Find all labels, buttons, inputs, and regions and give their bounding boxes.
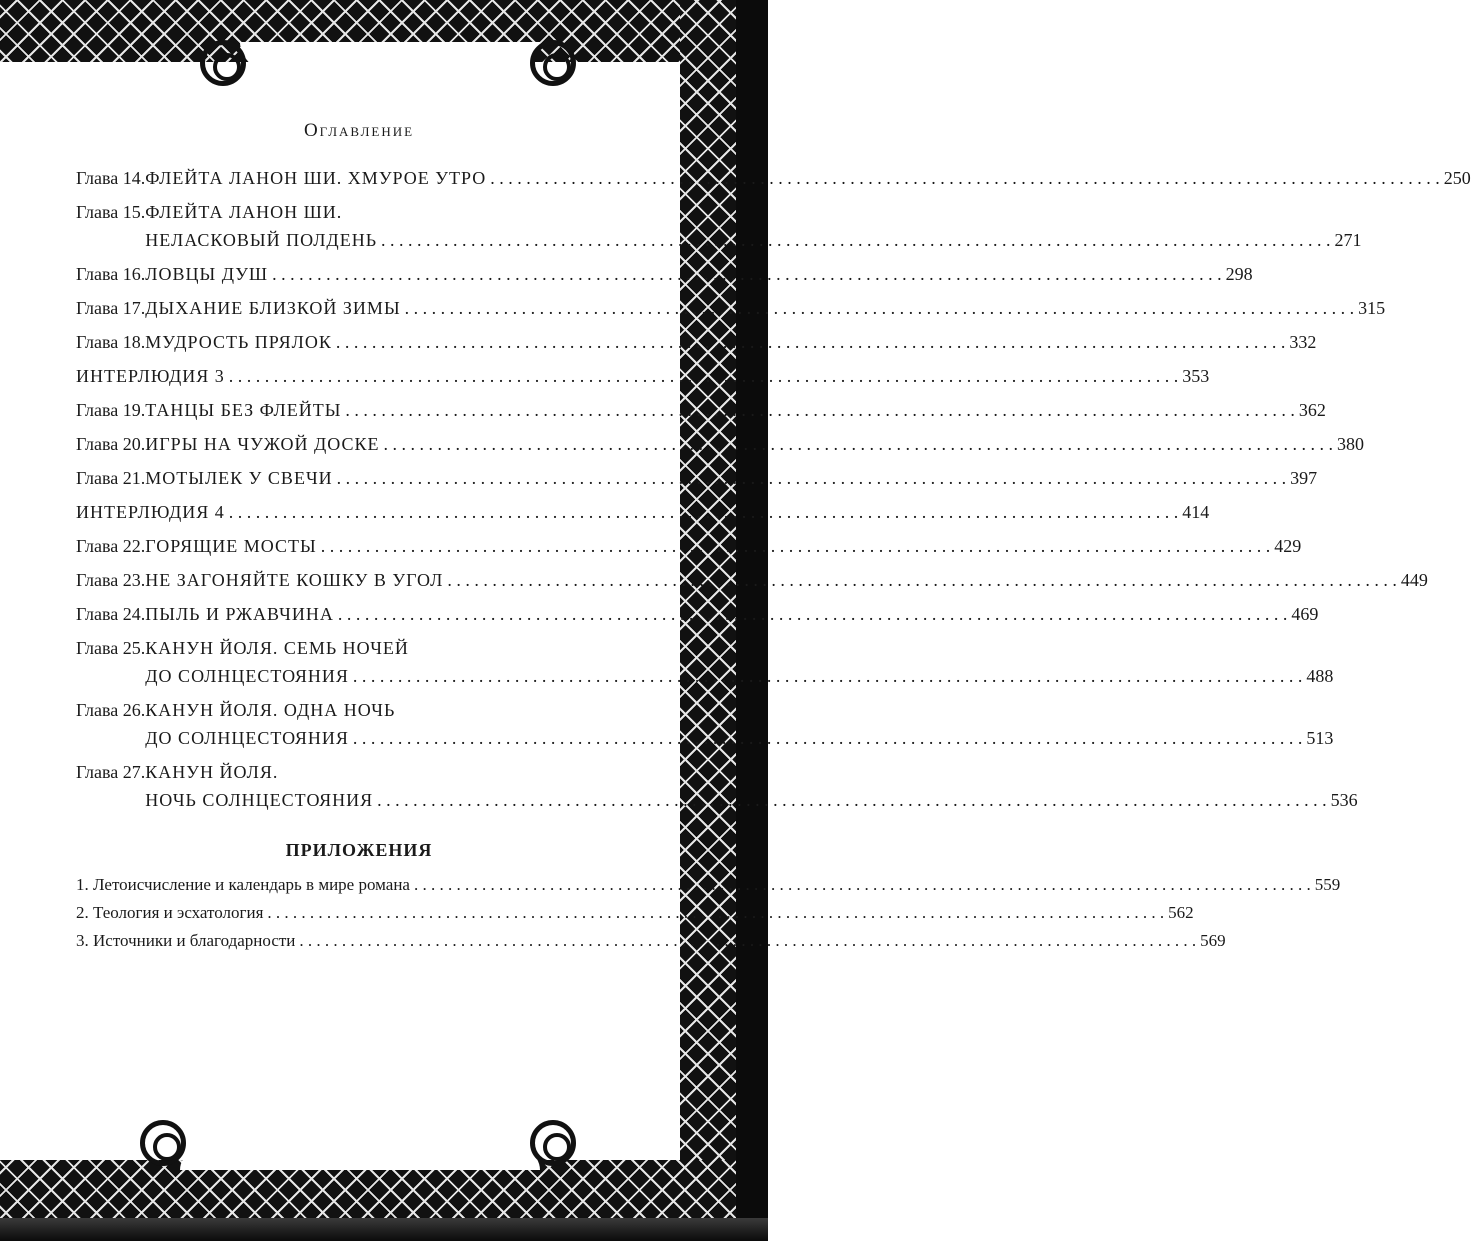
page-number: 271	[1334, 230, 1362, 250]
toc-entry[interactable]	[76, 696, 1334, 752]
page-number: 536	[1330, 790, 1358, 810]
appendix-title: 2. Теология и эсхатология	[76, 903, 264, 922]
chapter-number: Глава 24.	[76, 604, 146, 624]
page-number: 429	[1274, 536, 1302, 556]
chapter-title: ПЫЛЬ И РЖАВЧИНА	[145, 604, 334, 624]
page-number: 298	[1225, 264, 1253, 284]
chapter-title: ИНТЕРЛЮДИЯ 3	[76, 366, 225, 386]
dot-leader	[345, 396, 1295, 424]
appendix-entry[interactable]	[76, 899, 1194, 927]
toc-entry[interactable]	[76, 396, 1326, 424]
toc-entry[interactable]	[76, 566, 1428, 594]
chapter-number: Глава 19.	[76, 400, 146, 420]
chapter-number: Глава 23.	[76, 570, 146, 590]
chapter-title: ГОРЯЩИЕ МОСТЫ	[145, 536, 317, 556]
knot-ornament-icon	[530, 40, 576, 86]
page-number: 513	[1306, 728, 1334, 748]
dot-leader	[267, 899, 1164, 927]
page-number: 315	[1358, 298, 1386, 318]
page-number: 353	[1182, 366, 1210, 386]
chapter-title: МУДРОСТЬ ПРЯЛОК	[145, 332, 332, 352]
toc-entry[interactable]	[76, 430, 1365, 458]
toc-entry[interactable]	[76, 758, 1358, 814]
chapter-number: Глава 27.	[76, 762, 146, 782]
knot-ornament-icon	[140, 1120, 186, 1166]
toc-heading: Оглавление	[303, 120, 415, 141]
chapter-title: КАНУН ЙОЛЯ. ОДНА НОЧЬ	[145, 700, 396, 720]
chapter-title: ДЫХАНИЕ БЛИЗКОЙ ЗИМЫ	[145, 298, 401, 318]
dot-leader	[405, 294, 1355, 322]
appendix-list	[76, 871, 1341, 955]
chapter-title: ИГРЫ НА ЧУЖОЙ ДОСКЕ	[145, 434, 380, 454]
table-of-contents	[76, 120, 1471, 955]
toc-entry[interactable]	[76, 634, 1334, 690]
toc-entry[interactable]	[76, 362, 1210, 390]
chapter-number: Глава 21.	[76, 468, 146, 488]
page-number: 488	[1306, 666, 1334, 686]
toc-entry[interactable]	[76, 260, 1253, 288]
toc-entry[interactable]	[76, 464, 1318, 492]
dot-leader	[353, 724, 1303, 752]
chapter-number: Глава 15.	[76, 202, 146, 222]
page-number: 332	[1289, 332, 1317, 352]
chapter-title: НЕ ЗАГОНЯЙТЕ КОШКУ В УГОЛ	[145, 570, 444, 590]
dot-leader	[321, 532, 1271, 560]
appendix-entry[interactable]	[76, 871, 1341, 899]
appendix-title: 3. Источники и благодарности	[76, 931, 296, 950]
dot-leader	[336, 328, 1286, 356]
appendix-entry[interactable]	[76, 927, 1226, 955]
toc-entry[interactable]	[76, 294, 1386, 322]
chapter-title: КАНУН ЙОЛЯ. СЕМЬ НОЧЕЙ	[145, 638, 409, 658]
dot-leader	[490, 164, 1440, 192]
page-number: 397	[1290, 468, 1318, 488]
chapter-number: Глава 14.	[76, 168, 146, 188]
chapter-list	[76, 164, 1471, 814]
knot-ornament-icon	[200, 40, 246, 86]
appendix-heading: ПРИЛОЖЕНИЯ	[285, 840, 433, 860]
toc-entry[interactable]	[76, 532, 1302, 560]
knot-ornament-icon	[530, 1120, 576, 1166]
dot-leader	[377, 786, 1327, 814]
chapter-title: ФЛЕЙТА ЛАНОН ШИ.	[145, 202, 343, 222]
dot-leader	[447, 566, 1397, 594]
dot-leader	[381, 226, 1331, 254]
chapter-title: ЛОВЦЫ ДУШ	[145, 264, 269, 284]
page-bottom-edge	[0, 1218, 768, 1241]
page-number: 449	[1400, 570, 1428, 590]
chapter-title: КАНУН ЙОЛЯ.	[145, 762, 279, 782]
dot-leader	[353, 662, 1303, 690]
chapter-title: НОЧЬ СОЛНЦЕСТОЯНИЯ	[145, 790, 374, 810]
dot-leader	[337, 464, 1287, 492]
toc-entry[interactable]	[76, 600, 1319, 628]
chapter-number: Глава 16.	[76, 264, 146, 284]
toc-entry[interactable]	[76, 164, 1471, 192]
page-number: 250	[1443, 168, 1471, 188]
chapter-title: МОТЫЛЕК У СВЕЧИ	[145, 468, 333, 488]
chapter-title: ИНТЕРЛЮДИЯ 4	[76, 502, 225, 522]
page-number: 414	[1182, 502, 1210, 522]
dot-leader	[299, 927, 1196, 955]
chapter-number: Глава 20.	[76, 434, 146, 454]
chapter-title: ФЛЕЙТА ЛАНОН ШИ. ХМУРОЕ УТРО	[145, 168, 487, 188]
page-number: 569	[1200, 931, 1226, 950]
chapter-title: ТАНЦЫ БЕЗ ФЛЕЙТЫ	[145, 400, 342, 420]
chapter-number: Глава 26.	[76, 700, 146, 720]
page-number: 559	[1314, 875, 1341, 894]
page-number: 469	[1291, 604, 1319, 624]
dot-leader	[229, 362, 1179, 390]
chapter-number: Глава 17.	[76, 298, 146, 318]
chapter-title: ДО СОЛНЦЕСТОЯНИЯ	[145, 728, 349, 748]
appendix-title: 1. Летоисчисление и календарь в мире романа	[76, 875, 410, 894]
chapter-title: НЕЛАСКОВЫЙ ПОЛДЕНЬ	[145, 230, 378, 250]
toc-entry[interactable]	[76, 498, 1210, 526]
dot-leader	[338, 600, 1288, 628]
page-number: 362	[1298, 400, 1326, 420]
chapter-number: Глава 18.	[76, 332, 146, 352]
dot-leader	[272, 260, 1222, 288]
chapter-number: Глава 22.	[76, 536, 146, 556]
dot-leader	[229, 498, 1179, 526]
page-number: 562	[1168, 903, 1194, 922]
page-number: 380	[1337, 434, 1365, 454]
dot-leader	[414, 871, 1311, 899]
chapter-title: ДО СОЛНЦЕСТОЯНИЯ	[145, 666, 349, 686]
toc-entry[interactable]	[76, 198, 1362, 254]
dot-leader	[384, 430, 1334, 458]
chapter-number: Глава 25.	[76, 638, 146, 658]
toc-entry[interactable]	[76, 328, 1317, 356]
